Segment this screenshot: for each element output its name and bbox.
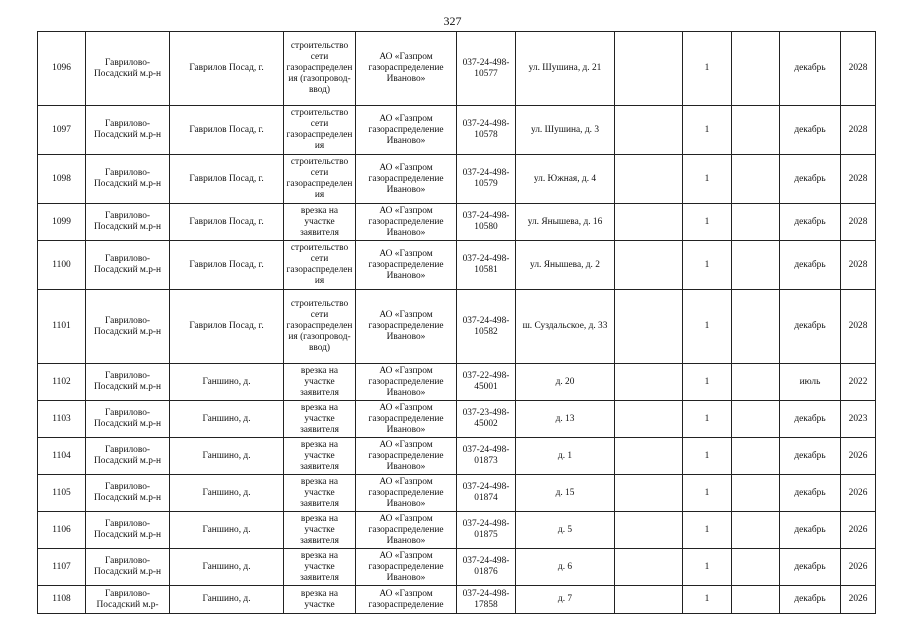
row-number-cell: 1102: [38, 364, 86, 401]
code-cell: 037-24-498-10577: [457, 32, 516, 106]
page-number: 327: [443, 14, 462, 28]
code-cell: 037-24-498-10579: [457, 155, 516, 204]
month-cell: декабрь: [780, 241, 841, 290]
organization-cell: АО «Газпром газораспределение Иваново»: [356, 204, 457, 241]
locality-cell: Ганшино, д.: [170, 401, 284, 438]
count-cell: 1: [683, 290, 732, 364]
empty-cell: [615, 155, 683, 204]
year-cell: 2026: [841, 438, 876, 475]
year-cell: 2028: [841, 204, 876, 241]
empty-cell: [615, 438, 683, 475]
row-number-cell: 1101: [38, 290, 86, 364]
row-number-cell: 1106: [38, 512, 86, 549]
code-cell: 037-24-498-10578: [457, 106, 516, 155]
locality-cell: Ганшино, д.: [170, 586, 284, 614]
organization-cell: АО «Газпром газораспределение Иваново»: [356, 438, 457, 475]
address-cell: д. 20: [516, 364, 615, 401]
count-cell: 1: [683, 549, 732, 586]
month-cell: декабрь: [780, 106, 841, 155]
row-number-cell: 1105: [38, 475, 86, 512]
row-number-cell: 1098: [38, 155, 86, 204]
year-cell: 2028: [841, 241, 876, 290]
empty-cell: [615, 32, 683, 106]
count-cell: 1: [683, 204, 732, 241]
district-cell: Гаврилово-Посадский м.р-н: [86, 241, 170, 290]
count-cell: 1: [683, 475, 732, 512]
district-cell: Гаврилово-Посадский м.р-н: [86, 475, 170, 512]
table-row: [38, 155, 876, 204]
work-type-cell: врезка на участке заявителя: [284, 364, 356, 401]
month-cell: декабрь: [780, 155, 841, 204]
code-cell: 037-24-498-01874: [457, 475, 516, 512]
work-type-cell: врезка на участке заявителя: [284, 475, 356, 512]
empty-cell: [615, 512, 683, 549]
work-type-cell: строительство сети газораспределения: [284, 106, 356, 155]
district-cell: Гаврилово-Посадский м.р-н: [86, 438, 170, 475]
count-cell: 1: [683, 438, 732, 475]
month-cell: декабрь: [780, 549, 841, 586]
locality-cell: Ганшино, д.: [170, 549, 284, 586]
year-cell: 2026: [841, 512, 876, 549]
table-row: [38, 586, 876, 614]
empty-cell: [615, 204, 683, 241]
address-cell: ул. Янышева, д. 2: [516, 241, 615, 290]
organization-cell: АО «Газпром газораспределение Иваново»: [356, 512, 457, 549]
district-cell: Гаврилово-Посадский м.р-н: [86, 290, 170, 364]
empty-cell: [615, 364, 683, 401]
empty-cell: [615, 290, 683, 364]
district-cell: Гаврилово-Посадский м.р-н: [86, 549, 170, 586]
address-cell: д. 1: [516, 438, 615, 475]
locality-cell: Гаврилов Посад, г.: [170, 32, 284, 106]
count-cell: 1: [683, 155, 732, 204]
district-cell: Гаврилово-Посадский м.р-н: [86, 106, 170, 155]
work-type-cell: врезка на участке заявителя: [284, 204, 356, 241]
empty-cell: [615, 106, 683, 155]
work-type-cell: врезка на участке заявителя: [284, 401, 356, 438]
organization-cell: АО «Газпром газораспределение Иваново»: [356, 549, 457, 586]
empty-cell: [732, 475, 780, 512]
count-cell: 1: [683, 586, 732, 614]
count-cell: 1: [683, 364, 732, 401]
district-cell: Гаврилово-Посадский м.р-: [86, 586, 170, 614]
row-number-cell: 1096: [38, 32, 86, 106]
empty-cell: [615, 475, 683, 512]
data-table: [37, 31, 876, 614]
locality-cell: Ганшино, д.: [170, 512, 284, 549]
district-cell: Гаврилово-Посадский м.р-н: [86, 32, 170, 106]
work-type-cell: врезка на участке заявителя: [284, 512, 356, 549]
locality-cell: Ганшино, д.: [170, 364, 284, 401]
address-cell: д. 6: [516, 549, 615, 586]
address-cell: д. 13: [516, 401, 615, 438]
year-cell: 2023: [841, 401, 876, 438]
empty-cell: [732, 241, 780, 290]
code-cell: 037-24-498-17858: [457, 586, 516, 614]
work-type-cell: врезка на участке заявителя: [284, 438, 356, 475]
month-cell: декабрь: [780, 438, 841, 475]
year-cell: 2022: [841, 364, 876, 401]
organization-cell: АО «Газпром газораспределение Иваново»: [356, 401, 457, 438]
year-cell: 2028: [841, 155, 876, 204]
code-cell: 037-24-498-10580: [457, 204, 516, 241]
table-row: [38, 475, 876, 512]
locality-cell: Гаврилов Посад, г.: [170, 290, 284, 364]
organization-cell: АО «Газпром газораспределение Иваново»: [356, 364, 457, 401]
table-row: [38, 204, 876, 241]
locality-cell: Гаврилов Посад, г.: [170, 241, 284, 290]
locality-cell: Ганшино, д.: [170, 438, 284, 475]
organization-cell: АО «Газпром газораспределение Иваново»: [356, 241, 457, 290]
empty-cell: [732, 401, 780, 438]
empty-cell: [732, 549, 780, 586]
empty-cell: [732, 364, 780, 401]
row-number-cell: 1100: [38, 241, 86, 290]
code-cell: 037-23-498-45002: [457, 401, 516, 438]
year-cell: 2028: [841, 290, 876, 364]
month-cell: декабрь: [780, 512, 841, 549]
address-cell: ул. Шушина, д. 21: [516, 32, 615, 106]
locality-cell: Ганшино, д.: [170, 475, 284, 512]
empty-cell: [615, 241, 683, 290]
work-type-cell: строительство сети газораспределения: [284, 155, 356, 204]
empty-cell: [732, 32, 780, 106]
code-cell: 037-24-498-10582: [457, 290, 516, 364]
table-row: [38, 438, 876, 475]
table-body: [38, 32, 876, 614]
locality-cell: Гаврилов Посад, г.: [170, 204, 284, 241]
year-cell: 2026: [841, 586, 876, 614]
empty-cell: [615, 549, 683, 586]
code-cell: 037-24-498-10581: [457, 241, 516, 290]
organization-cell: АО «Газпром газораспределение: [356, 586, 457, 614]
address-cell: ш. Суздальское, д. 33: [516, 290, 615, 364]
address-cell: ул. Янышева, д. 16: [516, 204, 615, 241]
row-number-cell: 1108: [38, 586, 86, 614]
month-cell: декабрь: [780, 475, 841, 512]
work-type-cell: врезка на участке: [284, 586, 356, 614]
code-cell: 037-24-498-01876: [457, 549, 516, 586]
count-cell: 1: [683, 512, 732, 549]
address-cell: д. 5: [516, 512, 615, 549]
district-cell: Гаврилово-Посадский м.р-н: [86, 155, 170, 204]
locality-cell: Гаврилов Посад, г.: [170, 155, 284, 204]
organization-cell: АО «Газпром газораспределение Иваново»: [356, 290, 457, 364]
organization-cell: АО «Газпром газораспределение Иваново»: [356, 155, 457, 204]
count-cell: 1: [683, 241, 732, 290]
empty-cell: [732, 586, 780, 614]
year-cell: 2026: [841, 475, 876, 512]
address-cell: д. 15: [516, 475, 615, 512]
row-number-cell: 1107: [38, 549, 86, 586]
address-cell: д. 7: [516, 586, 615, 614]
month-cell: декабрь: [780, 401, 841, 438]
locality-cell: Гаврилов Посад, г.: [170, 106, 284, 155]
address-cell: ул. Южная, д. 4: [516, 155, 615, 204]
table-row: [38, 364, 876, 401]
year-cell: 2026: [841, 549, 876, 586]
organization-cell: АО «Газпром газораспределение Иваново»: [356, 32, 457, 106]
row-number-cell: 1104: [38, 438, 86, 475]
empty-cell: [732, 512, 780, 549]
count-cell: 1: [683, 106, 732, 155]
table-row: [38, 106, 876, 155]
work-type-cell: врезка на участке заявителя: [284, 549, 356, 586]
empty-cell: [615, 586, 683, 614]
row-number-cell: 1097: [38, 106, 86, 155]
address-cell: ул. Шушина, д. 3: [516, 106, 615, 155]
month-cell: декабрь: [780, 204, 841, 241]
row-number-cell: 1103: [38, 401, 86, 438]
table-row: [38, 241, 876, 290]
work-type-cell: строительство сети газораспределения (газопровод-ввод): [284, 32, 356, 106]
empty-cell: [732, 438, 780, 475]
district-cell: Гаврилово-Посадский м.р-н: [86, 401, 170, 438]
work-type-cell: строительство сети газораспределения: [284, 241, 356, 290]
month-cell: декабрь: [780, 32, 841, 106]
month-cell: декабрь: [780, 586, 841, 614]
table-row: [38, 32, 876, 106]
code-cell: 037-22-498-45001: [457, 364, 516, 401]
table-row: [38, 401, 876, 438]
empty-cell: [732, 155, 780, 204]
district-cell: Гаврилово-Посадский м.р-н: [86, 364, 170, 401]
table-row: [38, 512, 876, 549]
empty-cell: [732, 204, 780, 241]
code-cell: 037-24-498-01873: [457, 438, 516, 475]
count-cell: 1: [683, 401, 732, 438]
empty-cell: [732, 106, 780, 155]
work-type-cell: строительство сети газораспределения (газопровод-ввод): [284, 290, 356, 364]
organization-cell: АО «Газпром газораспределение Иваново»: [356, 106, 457, 155]
code-cell: 037-24-498-01875: [457, 512, 516, 549]
empty-cell: [732, 290, 780, 364]
row-number-cell: 1099: [38, 204, 86, 241]
count-cell: 1: [683, 32, 732, 106]
district-cell: Гаврилово-Посадский м.р-н: [86, 204, 170, 241]
table-row: [38, 549, 876, 586]
month-cell: декабрь: [780, 290, 841, 364]
empty-cell: [615, 401, 683, 438]
year-cell: 2028: [841, 106, 876, 155]
month-cell: июль: [780, 364, 841, 401]
district-cell: Гаврилово-Посадский м.р-н: [86, 512, 170, 549]
table-row: [38, 290, 876, 364]
year-cell: 2028: [841, 32, 876, 106]
organization-cell: АО «Газпром газораспределение Иваново»: [356, 475, 457, 512]
